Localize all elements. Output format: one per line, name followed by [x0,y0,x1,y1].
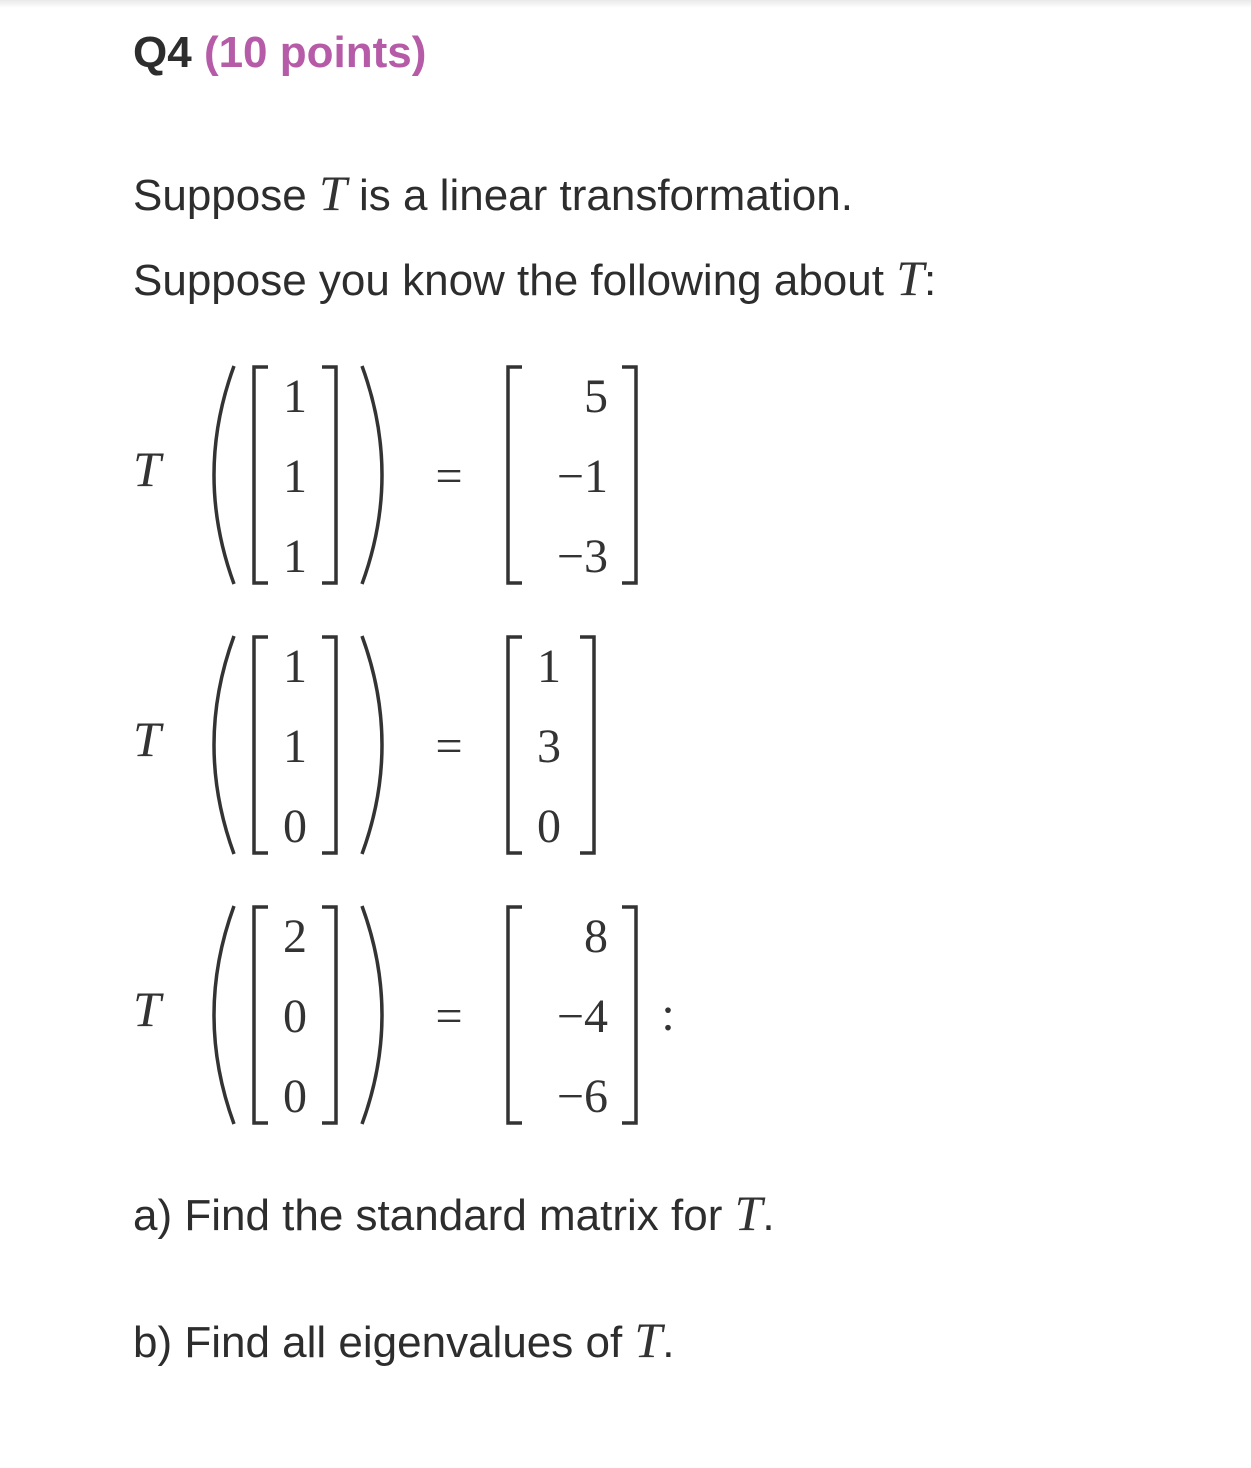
left-paren [214,906,234,1124]
input-left-bracket [254,637,268,853]
output-left-bracket [508,637,522,853]
input-entry: 0 [283,800,307,853]
part-b [133,1311,674,1369]
question-points: (10 points) [203,28,427,77]
input-entry: 1 [283,370,307,423]
output-right-bracket [622,367,636,583]
equals-sign: = [435,450,463,503]
input-left-bracket [254,367,268,583]
input-left-bracket [254,907,268,1123]
right-paren [362,366,382,584]
intro-text: Suppose you know the following about [133,256,897,305]
input-entry: 1 [283,720,307,773]
equation-1 [133,366,636,584]
math-variable: T [896,250,925,306]
intro-text: Suppose [133,171,319,220]
part-b-period: . [662,1318,675,1367]
equals-sign: = [435,990,463,1043]
output-left-bracket [508,907,522,1123]
input-entry: 1 [283,450,307,503]
part-a-text: a) Find the standard matrix for [133,1191,735,1240]
function-symbol: T [133,981,161,1037]
left-paren [214,636,234,854]
input-entry: 2 [283,910,307,963]
part-a [133,1184,775,1242]
intro-text: is a linear transformation. [346,171,853,220]
output-entry: 0 [537,800,561,853]
input-entry: 1 [283,530,307,583]
input-entry: 0 [283,990,307,1043]
function-symbol: T [133,441,161,497]
math-variable: T [734,1185,763,1241]
intro-text: : [924,256,937,305]
part-b-text: b) Find all eigenvalues of [133,1318,635,1367]
input-entry: 1 [283,640,307,693]
output-entry: −6 [556,1070,608,1123]
output-entry: 3 [537,720,561,773]
output-left-bracket [508,367,522,583]
input-right-bracket [322,637,336,853]
output-entry: 1 [537,640,561,693]
trailing-colon: : [661,988,675,1041]
output-right-bracket [580,637,594,853]
math-variable: T [634,1312,663,1368]
part-a-period: . [762,1191,775,1240]
equals-sign: = [435,720,463,773]
input-right-bracket [322,367,336,583]
left-paren [214,366,234,584]
output-entry: 8 [584,910,608,963]
question-number: Q4 [133,28,192,77]
output-right-bracket [622,907,636,1123]
right-paren [362,906,382,1124]
output-entry: −3 [556,530,608,583]
right-paren [362,636,382,854]
equation-2 [133,636,594,854]
math-variable: T [318,165,347,221]
function-symbol: T [133,711,161,767]
equation-3 [133,906,675,1124]
output-entry: −1 [556,450,608,503]
input-entry: 0 [283,1070,307,1123]
output-entry: −4 [556,990,608,1043]
output-entry: 5 [584,370,608,423]
input-right-bracket [322,907,336,1123]
